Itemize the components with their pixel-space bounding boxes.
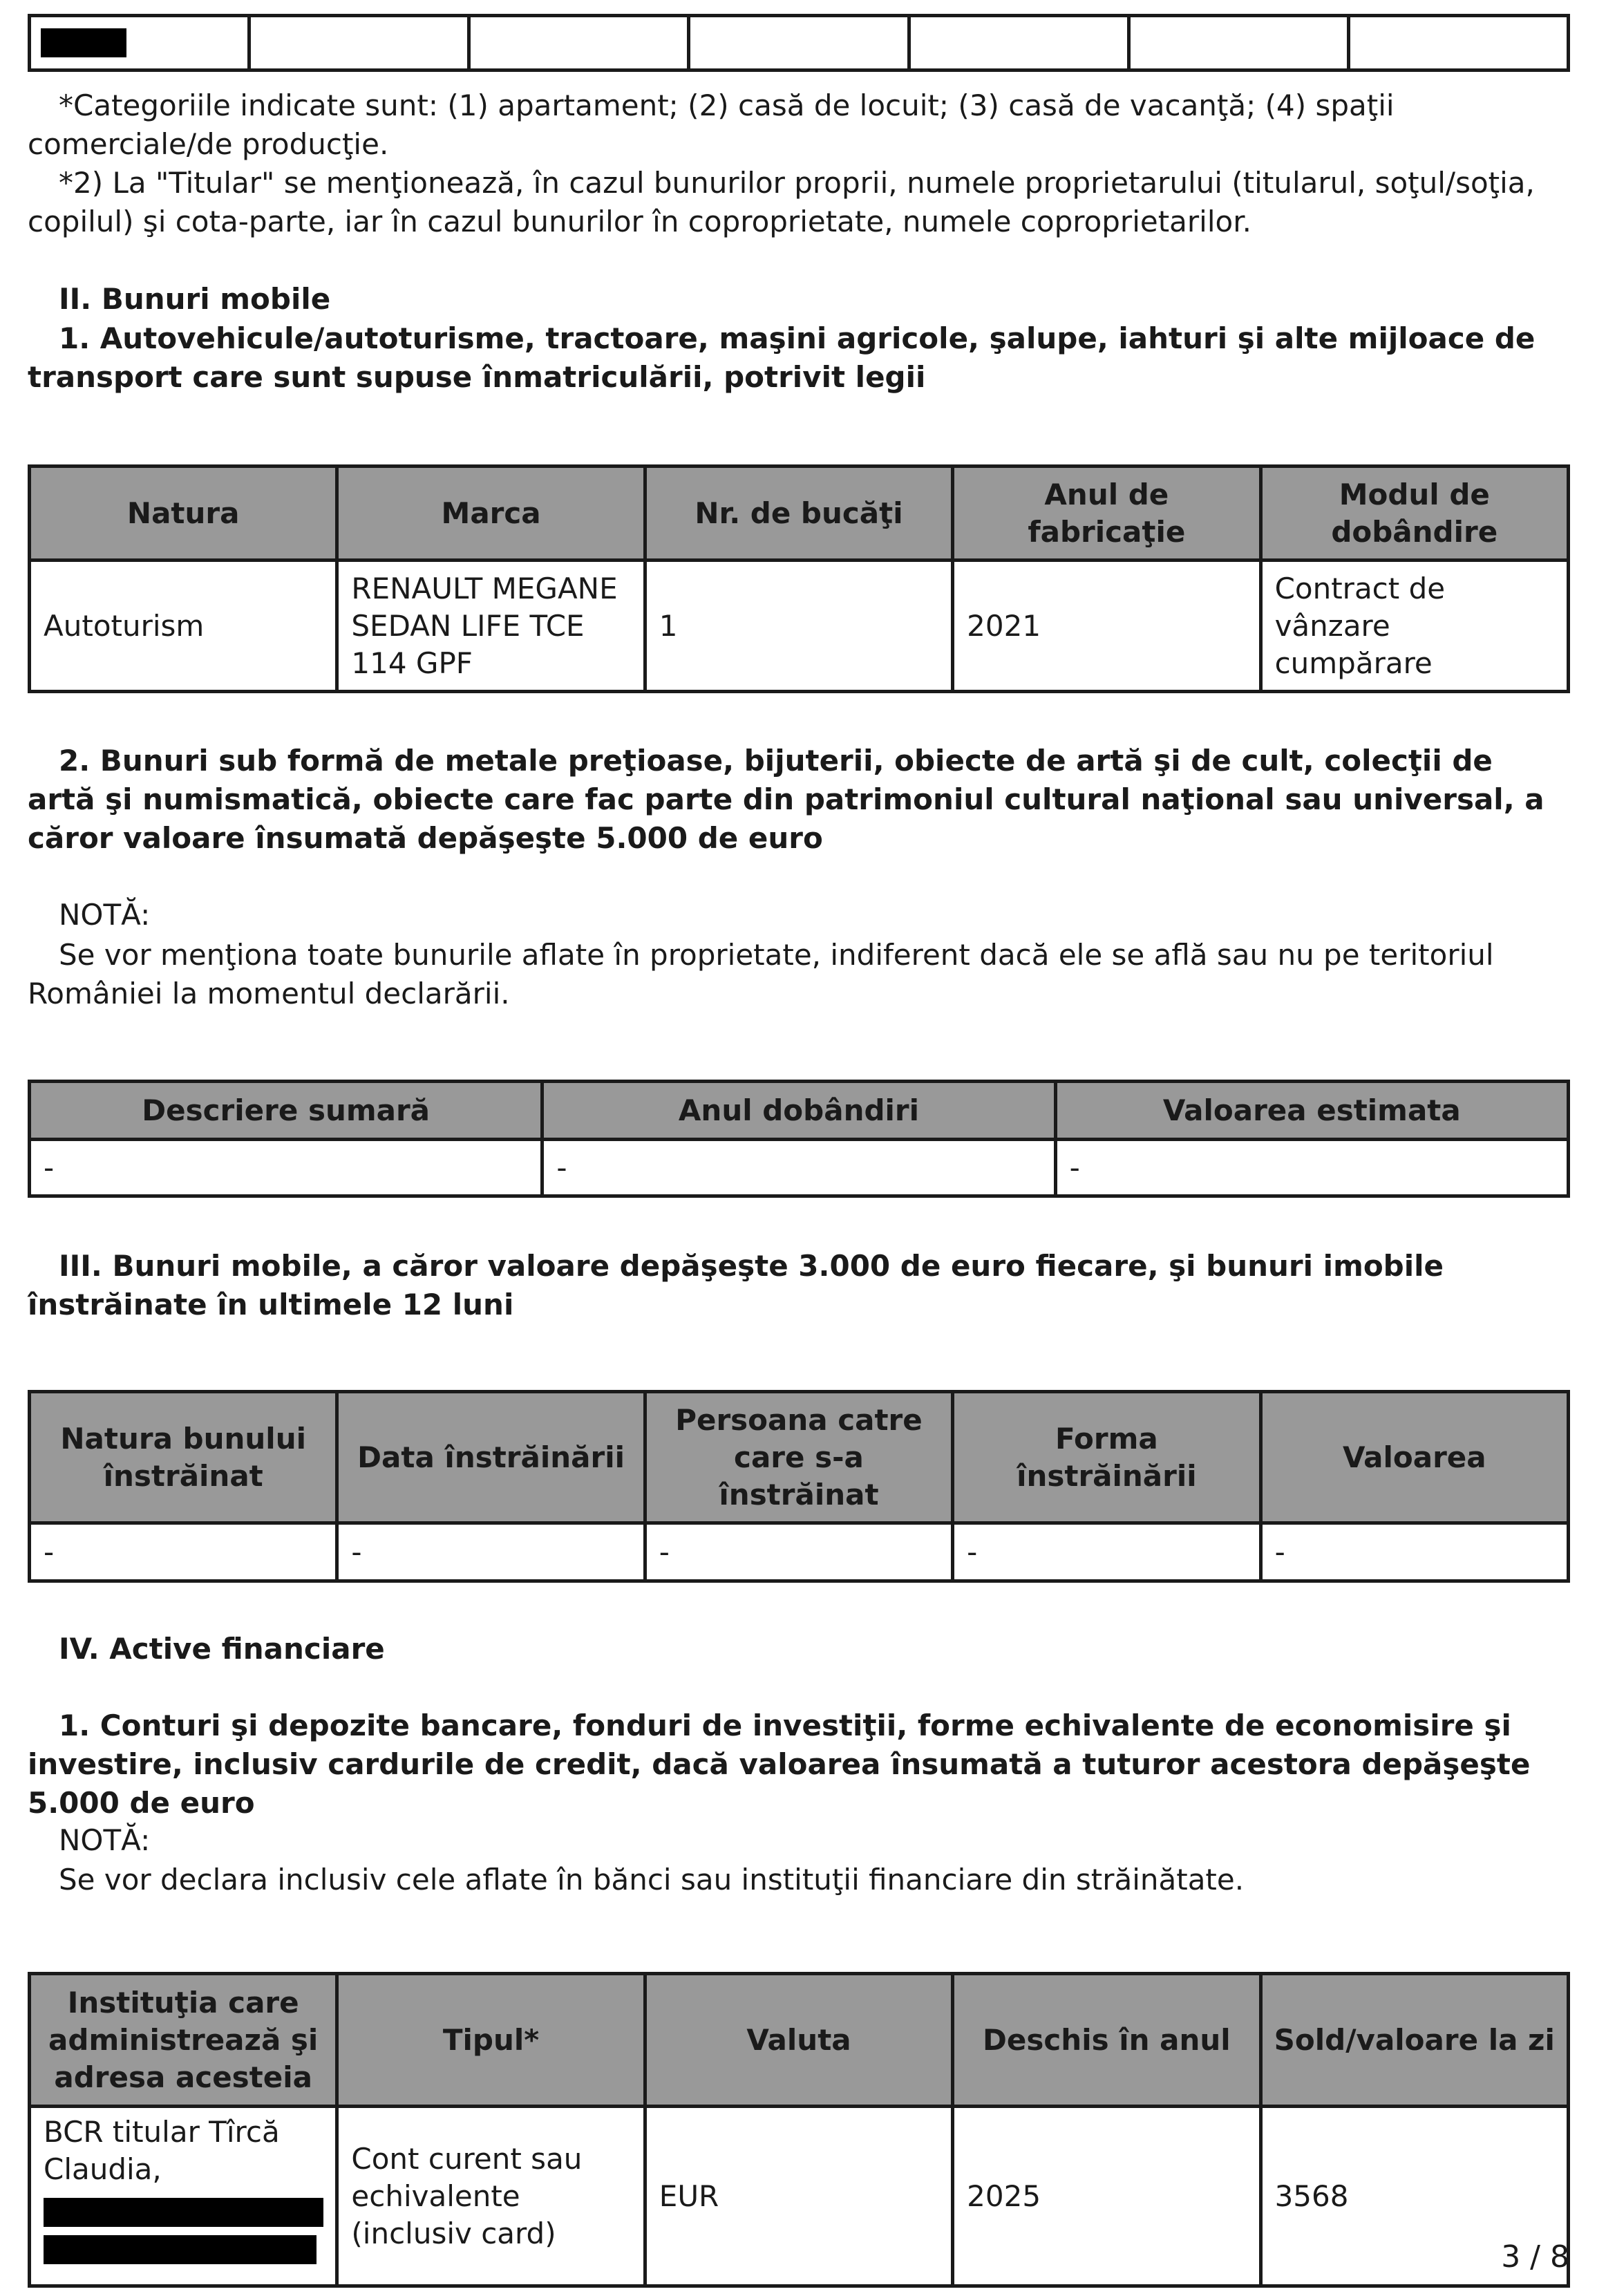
table-cell: - — [30, 1523, 337, 1581]
column-header: Valoarea — [1260, 1392, 1568, 1523]
column-header: Natura bunului înstrăinat — [30, 1392, 337, 1523]
column-header: Anul dobândiri — [542, 1082, 1055, 1140]
table-cell: 3568 — [1260, 2107, 1568, 2286]
column-header: Anul de fabricaţie — [953, 467, 1260, 561]
note-titular: *2) La "Titular" se menţionează, în cazul bunurilor proprii, numele proprietarului (titularul, soţul/soţia, copilul) şi cota-parte, iar în cazul bunurilor în coproprietate, numele coproprietarilor. — [28, 166, 1535, 238]
column-header: Marca — [337, 467, 645, 561]
table-cell: - — [1055, 1140, 1568, 1196]
nota-label: NOTĂ: — [59, 1823, 151, 1857]
section-heading: II. Bunuri mobile — [59, 282, 331, 316]
alienated-assets-table — [28, 1390, 1570, 1583]
nota-label: NOTĂ: — [59, 898, 151, 932]
section-heading: III. Bunuri mobile, a căror valoare depăşeşte 3.000 de euro fiecare, şi bunuri imobile înstrăinate în ultimele 12 luni — [28, 1249, 1444, 1321]
table-cell: Autoturism — [30, 561, 337, 692]
table-cell: - — [1260, 1523, 1568, 1581]
table-cell — [249, 16, 469, 70]
redaction-bar — [44, 2198, 323, 2227]
column-header: Valoarea estimata — [1055, 1082, 1568, 1140]
table-cell — [689, 16, 909, 70]
table-cell — [909, 16, 1128, 70]
nota-text: Se vor declara inclusiv cele aflate în bănci sau instituţii financiare din străinătate. — [59, 1863, 1245, 1897]
table-cell: EUR — [645, 2107, 952, 2286]
redaction-bar — [44, 2235, 316, 2264]
table-cell: - — [645, 1523, 952, 1581]
real-estate-table-fragment — [28, 14, 1570, 72]
table-cell: 2021 — [953, 561, 1260, 692]
table-row — [30, 16, 1569, 70]
column-header: Sold/valoare la zi — [1260, 1974, 1568, 2107]
note-categories: *Categoriile indicate sunt: (1) apartament; (2) casă de locuit; (3) casă de vacanţă; (4) spaţii comerciale/de producţie. — [28, 88, 1395, 161]
column-header: Forma înstrăinării — [953, 1392, 1260, 1523]
column-header: Nr. de bucăţi — [645, 467, 952, 561]
table-cell — [469, 16, 689, 70]
column-header: Descriere sumară — [30, 1082, 542, 1140]
table-cell: 1 — [645, 561, 952, 692]
valuables-table — [28, 1080, 1570, 1198]
column-header: Data înstrăinării — [337, 1392, 645, 1523]
column-header: Valuta — [645, 1974, 952, 2107]
table-cell — [30, 16, 249, 70]
column-header: Instituţia care administrează şi adresa acesteia — [30, 1974, 337, 2107]
table-cell — [1128, 16, 1348, 70]
table-header-row — [30, 1082, 1569, 1140]
table-cell: Contract de vânzare cumpărare — [1260, 561, 1568, 692]
table-cell — [30, 2107, 337, 2286]
table-cell: - — [337, 1523, 645, 1581]
column-header: Deschis în anul — [953, 1974, 1260, 2107]
page-number: 3 / 8 — [1501, 2239, 1569, 2275]
subsection-heading: 1. Autovehicule/autoturisme, tractoare, maşini agricole, şalupe, iahturi şi alte mijloace de transport care sunt supuse înmatriculării, potrivit legii — [28, 321, 1535, 394]
subsection-heading: 2. Bunuri sub formă de metale preţioase, bijuterii, obiecte de artă şi de cult, colecţii de artă şi numismatică, obiecte care fac parte din patrimoniul cultural naţional sau universal, a căror valoare însumată depăşeşte 5.000 de euro — [28, 744, 1544, 855]
nota-text: Se vor menţiona toate bunurile aflate în proprietate, indiferent dacă ele se află sau nu pe teritoriul României la momentul declarării. — [28, 938, 1494, 1010]
institution-name: BCR titular Tîrcă Claudia, — [44, 2115, 280, 2186]
vehicles-table — [28, 464, 1570, 693]
section-heading: IV. Active financiare — [59, 1632, 385, 1666]
table-cell: - — [953, 1523, 1260, 1581]
table-cell: 2025 — [953, 2107, 1260, 2286]
bank-accounts-table — [28, 1972, 1570, 2288]
table-cell: - — [542, 1140, 1055, 1196]
redaction-bar — [41, 28, 126, 57]
table-row — [30, 561, 1569, 692]
subsection-heading: 1. Conturi şi depozite bancare, fonduri de investiţii, forme echivalente de economisire şi investire, inclusiv cardurile de credit, dacă valoarea însumată a tuturor acestora depăşeşte 5.000 de euro — [28, 1709, 1531, 1820]
table-row — [30, 1140, 1569, 1196]
table-header-row — [30, 1392, 1569, 1523]
table-cell — [1348, 16, 1568, 70]
table-header-row — [30, 467, 1569, 561]
table-cell: - — [30, 1140, 542, 1196]
column-header: Natura — [30, 467, 337, 561]
column-header: Persoana catre care s-a înstrăinat — [645, 1392, 952, 1523]
table-row — [30, 1523, 1569, 1581]
table-header-row — [30, 1974, 1569, 2107]
table-row — [30, 2107, 1569, 2286]
table-cell: Cont curent sau echivalente (inclusiv card) — [337, 2107, 645, 2286]
column-header: Tipul* — [337, 1974, 645, 2107]
table-cell: RENAULT MEGANE SEDAN LIFE TCE 114 GPF — [337, 561, 645, 692]
column-header: Modul de dobândire — [1260, 467, 1568, 561]
